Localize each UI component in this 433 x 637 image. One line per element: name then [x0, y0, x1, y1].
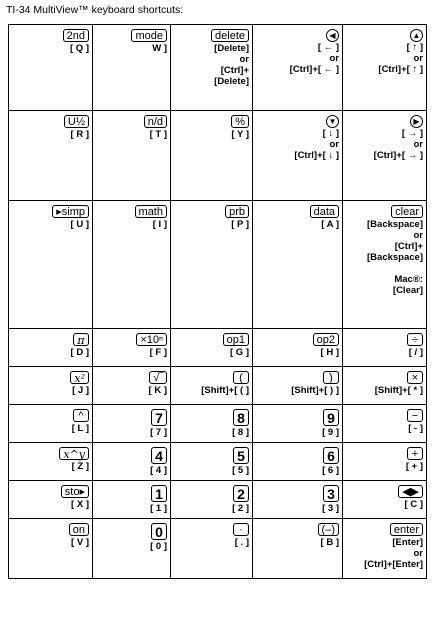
shortcut-cell — [171, 25, 253, 111]
shortcut-cell — [171, 481, 253, 519]
calculator-key: π — [73, 333, 89, 346]
shortcut-text: [ D ] — [70, 347, 89, 358]
shortcut-cell — [171, 443, 253, 481]
shortcut-cell — [343, 367, 427, 405]
shortcut-text: [ B ] — [320, 537, 339, 548]
calculator-key: ÷ — [407, 333, 423, 346]
shortcut-text: [ 5 ] — [232, 465, 249, 476]
shortcut-text: [ 2 ] — [232, 503, 249, 514]
shortcut-text: [ ↓ ] — [322, 128, 339, 139]
calculator-key: · — [233, 523, 249, 536]
calculator-key: op2 — [313, 333, 339, 346]
calculator-key: ◀ — [326, 29, 339, 42]
calculator-key: − — [407, 409, 423, 422]
shortcut-cell — [9, 111, 93, 201]
shortcut-cell — [9, 25, 93, 111]
calculator-key: 2nd — [63, 29, 89, 42]
shortcut-text: [Clear] — [392, 285, 423, 296]
shortcut-cell — [9, 367, 93, 405]
calculator-key: sto▸ — [61, 485, 89, 498]
shortcut-text: [ 9 ] — [322, 427, 339, 438]
shortcut-text: [ G ] — [230, 347, 249, 358]
calculator-key: ◀▶ — [398, 485, 423, 498]
shortcut-text: [Ctrl]+ — [394, 241, 423, 252]
table-row — [9, 481, 427, 519]
calculator-key: 7 — [151, 409, 167, 426]
calculator-key: op1 — [223, 333, 249, 346]
shortcut-text: [ R ] — [70, 129, 89, 140]
shortcut-cell — [93, 329, 171, 367]
shortcut-text: [Backspace] — [367, 219, 423, 230]
calculator-key: ( — [233, 371, 249, 384]
calculator-key: 2 — [233, 485, 249, 502]
shortcut-text: [Delete] — [214, 76, 249, 87]
calculator-key: enter — [390, 523, 423, 536]
calculator-key: delete — [211, 29, 249, 42]
shortcut-cell — [343, 25, 427, 111]
shortcut-cell — [253, 329, 343, 367]
calculator-key: 9 — [323, 409, 339, 426]
shortcut-cell — [93, 443, 171, 481]
shortcut-cell — [343, 111, 427, 201]
shortcut-cell — [93, 111, 171, 201]
shortcut-text: [Ctrl]+ — [220, 65, 249, 76]
shortcut-text: [ J ] — [72, 385, 89, 396]
shortcut-text: [Enter] — [392, 537, 423, 548]
shortcut-text: [ A ] — [321, 219, 339, 230]
shortcut-text: [ 1 ] — [150, 503, 167, 514]
page-title: TI-34 MultiView™ keyboard shortcuts: — [6, 4, 184, 16]
shortcut-text: [ I ] — [152, 219, 167, 230]
shortcut-text: [Ctrl]+[ ← ] — [289, 64, 339, 75]
calculator-key: x² — [70, 371, 89, 384]
calculator-key: mode — [131, 29, 167, 42]
calculator-key: 6 — [323, 447, 339, 464]
shortcut-cell — [343, 519, 427, 579]
table-row — [9, 25, 427, 111]
table-row — [9, 111, 427, 201]
calculator-key: clear — [391, 205, 423, 218]
calculator-key: 3 — [323, 485, 339, 502]
shortcut-cell — [343, 443, 427, 481]
calculator-key: ▸simp — [52, 205, 89, 218]
shortcut-cell — [93, 481, 171, 519]
table-row — [9, 329, 427, 367]
shortcut-cell — [93, 405, 171, 443]
shortcut-cell — [9, 443, 93, 481]
shortcut-cell — [171, 111, 253, 201]
shortcut-cell — [9, 481, 93, 519]
calculator-key: (–) — [318, 523, 339, 536]
shortcut-text: [ V ] — [71, 537, 89, 548]
shortcut-text: [ ↑ ] — [406, 42, 423, 53]
table-row — [9, 443, 427, 481]
shortcut-text: [Ctrl]+[ ↓ ] — [294, 150, 339, 161]
shortcut-cell — [343, 405, 427, 443]
calculator-key: ▼ — [326, 115, 339, 128]
shortcut-text: [ X ] — [71, 499, 89, 510]
shortcut-cell — [253, 405, 343, 443]
shortcut-cell — [93, 201, 171, 329]
shortcut-text: or — [413, 53, 423, 64]
calculator-key: + — [407, 447, 423, 460]
calculator-key: x^y — [59, 447, 89, 460]
shortcut-text: [Ctrl]+[ ↑ ] — [378, 64, 423, 75]
table-row — [9, 201, 427, 329]
shortcut-text: [ / ] — [408, 347, 423, 358]
shortcut-text: [ Y ] — [231, 129, 249, 140]
shortcut-text: [ U ] — [70, 219, 89, 230]
shortcut-text: [ 3 ] — [322, 503, 339, 514]
shortcut-text: or — [413, 230, 423, 241]
shortcut-text: [Shift]+[ * ] — [374, 385, 423, 396]
calculator-key: 5 — [233, 447, 249, 464]
shortcut-text: [Ctrl]+[ → ] — [373, 150, 423, 161]
shortcut-text: or — [413, 139, 423, 150]
shortcut-text: [ Q ] — [70, 43, 89, 54]
shortcut-text: [ - ] — [408, 423, 423, 434]
shortcut-text: [ Z ] — [71, 461, 89, 472]
shortcut-text: W ] — [152, 43, 167, 54]
shortcut-text: [ P ] — [231, 219, 249, 230]
shortcut-text: [Shift]+[ ) ] — [291, 385, 339, 396]
calculator-key: % — [231, 115, 249, 128]
table-row — [9, 519, 427, 579]
shortcut-cell — [253, 519, 343, 579]
table-row — [9, 405, 427, 443]
shortcut-text: [ 0 ] — [150, 541, 167, 552]
calculator-key: prb — [225, 205, 249, 218]
calculator-key: ) — [323, 371, 339, 384]
shortcut-text: [ F ] — [149, 347, 167, 358]
shortcut-text: [ H ] — [320, 347, 339, 358]
calculator-key: ^ — [73, 409, 89, 422]
shortcut-text: [ L ] — [71, 423, 89, 434]
shortcut-text: or — [329, 139, 339, 150]
calculator-key: 1 — [151, 485, 167, 502]
shortcut-text: [ ← ] — [317, 42, 339, 53]
shortcut-text: [ 8 ] — [232, 427, 249, 438]
calculator-key: on — [69, 523, 89, 536]
calculator-key: 4 — [151, 447, 167, 464]
shortcut-cell — [343, 329, 427, 367]
calculator-key: 0 — [151, 523, 167, 540]
shortcut-cell — [9, 329, 93, 367]
shortcut-cell — [343, 201, 427, 329]
calculator-key: √‾ — [149, 371, 167, 384]
shortcut-cell — [253, 201, 343, 329]
shortcut-cell — [171, 201, 253, 329]
shortcut-text: [ C ] — [404, 499, 423, 510]
calculator-key: 8 — [233, 409, 249, 426]
calculator-key: ×10ⁿ — [136, 333, 167, 346]
shortcut-text: [ 4 ] — [150, 465, 167, 476]
calculator-key: × — [407, 371, 423, 384]
shortcut-text: [Backspace] — [367, 252, 423, 263]
shortcut-cell — [171, 405, 253, 443]
calculator-key: data — [310, 205, 339, 218]
shortcut-text: [ T ] — [149, 129, 167, 140]
shortcut-text: [Shift]+[ ( ] — [201, 385, 249, 396]
shortcut-cell — [9, 519, 93, 579]
shortcut-cell — [253, 367, 343, 405]
shortcut-text: or — [413, 548, 423, 559]
shortcut-text: [ → ] — [401, 128, 423, 139]
shortcut-cell — [253, 443, 343, 481]
shortcut-cell — [93, 367, 171, 405]
calculator-key: ▶ — [410, 115, 423, 128]
shortcut-text: [ K ] — [148, 385, 167, 396]
shortcut-cell — [171, 329, 253, 367]
shortcut-cell — [343, 481, 427, 519]
shortcut-text: [Delete] — [214, 43, 249, 54]
shortcut-cell — [93, 519, 171, 579]
shortcut-cell — [253, 481, 343, 519]
shortcut-text: [ 7 ] — [150, 427, 167, 438]
shortcut-text: [ . ] — [234, 537, 249, 548]
shortcut-cell — [93, 25, 171, 111]
calculator-key: math — [135, 205, 167, 218]
shortcut-text: Mac®: — [394, 274, 423, 285]
shortcut-text: or — [239, 54, 249, 65]
shortcut-cell — [171, 519, 253, 579]
calculator-key: U½ — [64, 115, 89, 128]
shortcut-cell — [253, 25, 343, 111]
shortcut-text: or — [329, 53, 339, 64]
shortcut-cell — [9, 405, 93, 443]
shortcut-text: [Ctrl]+[Enter] — [364, 559, 423, 570]
calculator-key: ▲ — [410, 29, 423, 42]
shortcut-text: [ + ] — [405, 461, 423, 472]
table-row — [9, 367, 427, 405]
shortcut-cell — [253, 111, 343, 201]
shortcut-text — [345, 263, 423, 274]
shortcuts-table — [8, 24, 427, 579]
shortcut-text: [ 6 ] — [322, 465, 339, 476]
shortcut-cell — [9, 201, 93, 329]
shortcut-cell — [171, 367, 253, 405]
calculator-key: n/d — [144, 115, 167, 128]
